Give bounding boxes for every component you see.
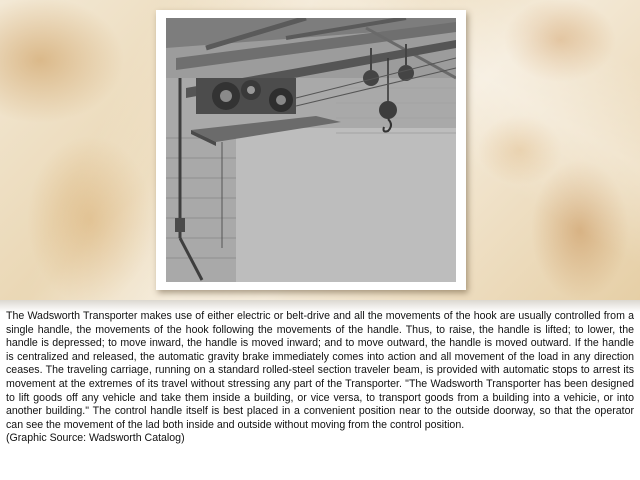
caption-source: (Graphic Source: Wadsworth Catalog) [6,432,185,445]
transporter-photo [166,18,456,282]
caption-text [6,310,634,446]
caption-body: The Wadsworth Transporter makes use of either electric or belt-drive and all the movements of the hook are usually controlled from a single handle, the movements of the hook following the movements of the handle. Thus, to raise, the handle is lifted; to lower, the handle is depressed; to move inward, the handle is moved inward; and to move outward, the handle is moved outward. If the handle is centralized and released, the automatic gravity brake immediately comes into action and all movement of the load in any direction ceases. The traveling carriage, running on a standard rolled-steel section traveler beam, is provided with automatic stops to arrest its movement at the extremes of its travel without stressing any part of the Transporter. "The Wadsworth Transporter has been designed to lift goods off any vehicle and take them inside a building, or vice versa, to transport goods from a building into a vehicie, or into another building." The control handle itself is best placed in a convenient position near to the outside doorway, so that the operator can see the movement of the lad both inside and outside without moving from the control position. [6,310,634,431]
photograph-icon [166,18,456,282]
caption-panel [0,300,640,480]
photo-frame [156,10,466,290]
